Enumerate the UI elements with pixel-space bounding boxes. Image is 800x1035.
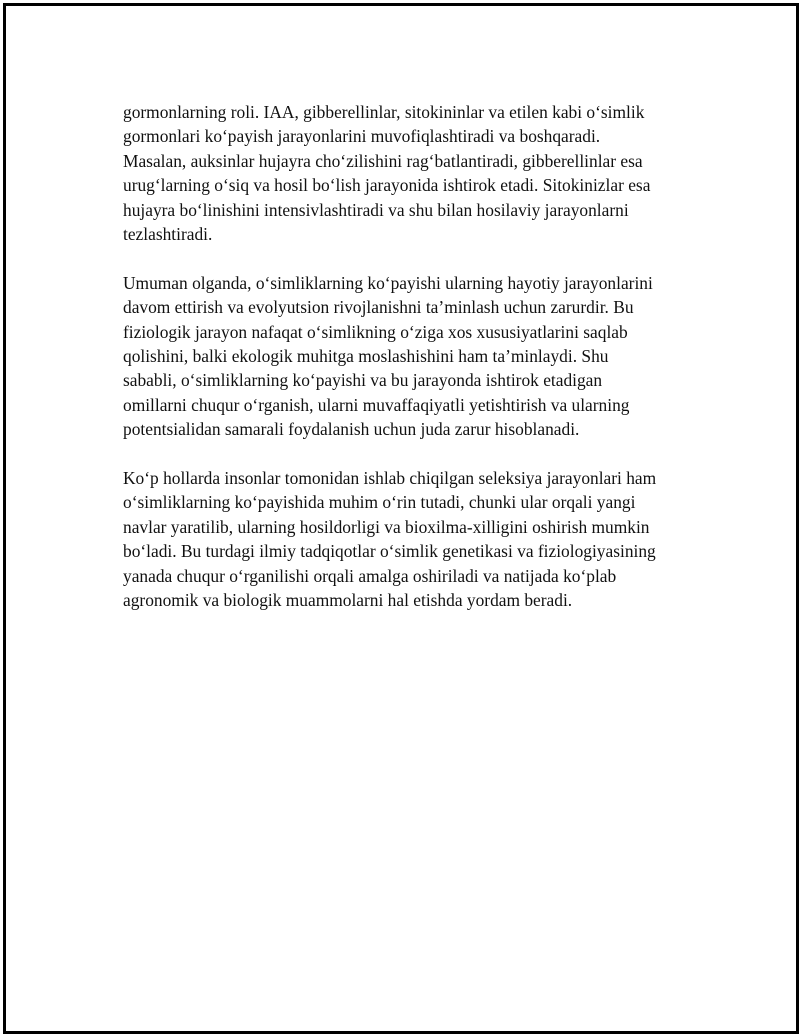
page-frame — [3, 3, 799, 1034]
text-line: tezlashtiradi. — [123, 224, 213, 245]
text-line: urug‘larning o‘siq va hosil bo‘lish jarayonida ishtirok etadi. Sitokinizlar esa — [123, 175, 651, 196]
text-line: davom ettirish va evolyutsion rivojlanishni ta’minlash uchun zarurdir. Bu — [123, 297, 634, 318]
text-line: Masalan, auksinlar hujayra cho‘zilishini rag‘batlantiradi, gibberellinlar esa — [123, 150, 643, 171]
text-line: bo‘ladi. Bu turdagi ilmiy tadqiqotlar o‘simlik genetikasi va fiziologiyasining — [123, 541, 656, 562]
paragraph-2 — [123, 271, 698, 442]
text-line: fiziologik jarayon nafaqat o‘simlikning o‘ziga xos xususiyatlarini saqlab — [123, 321, 628, 342]
text-line: o‘simliklarning ko‘payishida muhim o‘rin tutadi, chunki ular orqali yangi — [123, 492, 636, 513]
text-line: yanada chuqur o‘rganilishi orqali amalga oshiriladi va natijada ko‘plab — [123, 565, 617, 586]
text-line: navlar yaratilib, ularning hosildorligi va bioxilma-xilligini oshirish mumkin — [123, 516, 650, 537]
document-body — [123, 100, 698, 637]
text-line: gormonlari ko‘payish jarayonlarini muvofiqlashtiradi va boshqaradi. — [123, 126, 601, 147]
paragraph-1 — [123, 100, 698, 246]
text-line: omillarni chuqur o‘rganish, ularni muvaffaqiyatli yetishtirish va ularning — [123, 394, 630, 415]
text-line: gormonlarning roli. IAA, gibberellinlar, sitokininlar va etilen kabi o‘simlik — [123, 102, 645, 122]
text-line: hujayra bo‘linishini intensivlashtiradi va shu bilan hosilaviy jarayonlarni — [123, 199, 629, 220]
text-line: qolishini, balki ekologik muhitga moslashishini ham ta’minlaydi. Shu — [123, 346, 609, 367]
text-line: agronomik va biologik muammolarni hal etishda yordam beradi. — [123, 590, 573, 611]
paragraph-3 — [123, 466, 698, 612]
text-line: Ko‘p hollarda insonlar tomonidan ishlab chiqilgan seleksiya jarayonlari ham — [123, 468, 657, 489]
text-line: potentsialidan samarali foydalanish uchun juda zarur hisoblanadi. — [123, 419, 580, 440]
text-line: sababli, o‘simliklarning ko‘payishi va bu jarayonda ishtirok etadigan — [123, 370, 603, 391]
text-line: Umuman olganda, o‘simliklarning ko‘payishi ularning hayotiy jarayonlarini — [123, 272, 653, 293]
